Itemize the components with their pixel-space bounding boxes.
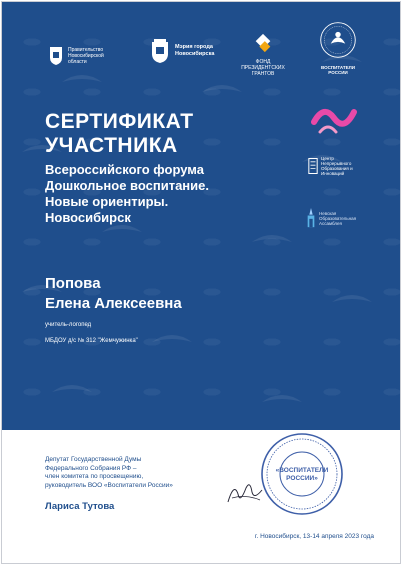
certificate-title: [45, 110, 194, 158]
certificate-title-line1: СЕРТИФИКАТ: [45, 110, 194, 133]
nevsky-assembly-label: Невская Образовательная Ассамблея: [319, 210, 357, 226]
signer-name: Лариса Тутова: [45, 501, 115, 512]
educators-russia-label: ВОСПИТАТЕЛИ РОССИИ: [321, 65, 355, 75]
certificate-page: [1, 1, 401, 564]
seal-center-line1: «ВОСПИТАТЕЛИ: [275, 467, 329, 474]
nevsky-assembly-logo: [306, 206, 356, 230]
city-emblem-icon: [150, 38, 170, 64]
signer-description-line3: член комитета по просвещению,: [45, 473, 144, 480]
education-center-logo: [308, 156, 353, 176]
region-emblem-icon: [48, 46, 64, 66]
event-title-line1: Всероссийского форума: [45, 162, 204, 177]
signer-description-line4: руководитель ВОО «Воспитатели России»: [45, 481, 173, 489]
certificate-title-line2: УЧАСТНИКА: [45, 134, 178, 157]
region-government-label: Правительство Новосибирской области: [68, 47, 104, 65]
signer-description: [45, 456, 225, 490]
region-government-logo: [48, 46, 104, 66]
seal-center-line2: РОССИИ»: [286, 475, 318, 482]
participant-given-names: Елена Алексеевна: [45, 295, 182, 312]
signature-scribble: [224, 480, 266, 508]
event-title-line2: Дошкольное воспитание.: [45, 178, 209, 193]
educators-emblem-icon: [318, 20, 358, 60]
signer-description-line1: Депутат Государственной Думы: [45, 456, 142, 463]
signer-description-line2: Федерального Собрания РФ –: [45, 464, 137, 472]
ribbon-logo-icon: [310, 102, 358, 138]
city-hall-logo: [150, 38, 214, 64]
presidential-fund-logo: [234, 32, 292, 77]
nevsky-assembly-icon: [306, 206, 316, 230]
participant-position: учитель-логопед: [45, 322, 92, 328]
event-title: [45, 162, 275, 226]
participant-organization: МБДОУ д/с № 312 "Жемчужинка": [45, 338, 138, 344]
education-center-label: Центр Непрерывного Образования и Инноваций: [321, 156, 353, 176]
city-hall-label: Мэрия города Новосибирска: [175, 44, 215, 57]
participant-name: [45, 274, 182, 314]
presidential-fund-label: ФОНД ПРЕЗИДЕНТСКИХ ГРАНТОВ: [241, 59, 285, 77]
educators-russia-logo: [312, 20, 364, 75]
event-title-line4: Новосибирск: [45, 210, 131, 225]
organization-seal: [260, 432, 344, 516]
fund-emblem-icon: [252, 32, 274, 54]
place-date: г. Новосибирск, 13-14 апреля 2023 года: [254, 533, 374, 540]
participant-surname: Попова: [45, 275, 101, 292]
event-title-line3: Новые ориентиры.: [45, 194, 169, 209]
education-center-icon: [308, 157, 318, 175]
